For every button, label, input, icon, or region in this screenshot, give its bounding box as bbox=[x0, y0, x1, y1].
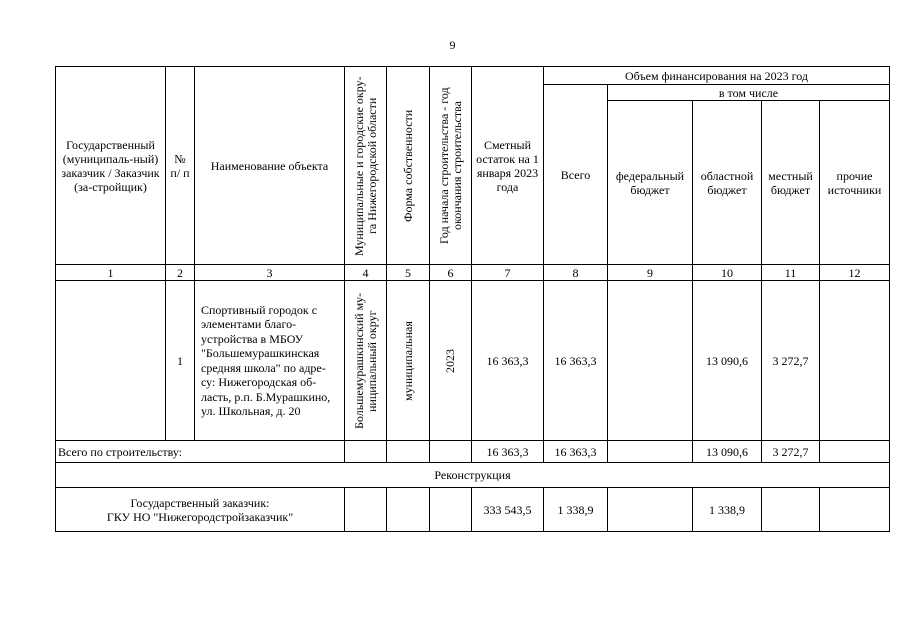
header-municipal-cell bbox=[345, 67, 387, 265]
header-including: в том числе bbox=[608, 85, 890, 101]
header-ownership: Форма собственности bbox=[400, 109, 415, 222]
header-ownership-cell bbox=[387, 67, 430, 265]
total-estimate: 16 363,3 bbox=[472, 441, 544, 463]
total-row bbox=[56, 441, 890, 463]
header-years-cell bbox=[430, 67, 472, 265]
header-total: Всего bbox=[544, 85, 608, 265]
row-regional: 13 090,6 bbox=[693, 281, 762, 441]
financing-table bbox=[55, 66, 890, 532]
recon-ownership bbox=[387, 488, 430, 532]
column-number: 9 bbox=[608, 265, 693, 281]
section-row bbox=[56, 463, 890, 488]
row-other bbox=[820, 281, 890, 441]
header-financing: Объем финансирования на 2023 год bbox=[544, 67, 890, 85]
column-number: 6 bbox=[430, 265, 472, 281]
header-object-name: Наименование объекта bbox=[195, 67, 345, 265]
row-total: 16 363,3 bbox=[544, 281, 608, 441]
header-local: местный бюджет bbox=[762, 101, 820, 265]
section-title: Реконструкция bbox=[56, 463, 890, 488]
recon-other bbox=[820, 488, 890, 532]
column-number: 4 bbox=[345, 265, 387, 281]
table-row bbox=[56, 281, 890, 441]
total-years bbox=[430, 441, 472, 463]
row-ownership: муниципальная bbox=[400, 320, 415, 401]
row-federal bbox=[608, 281, 693, 441]
page-number: 9 bbox=[449, 38, 456, 52]
row-ownership-cell bbox=[387, 281, 430, 441]
row-municipal-cell bbox=[345, 281, 387, 441]
row-object-name: Спортивный городок с элементами благо-устройства в МБОУ "Большемурашкинская средняя школа" по адре-су: Нижегородская об-ласть, р.п. Б.Мурашкино, ул. Школьная, д. 20 bbox=[195, 281, 345, 441]
row-local: 3 272,7 bbox=[762, 281, 820, 441]
column-number: 3 bbox=[195, 265, 345, 281]
header-regional: областной бюджет bbox=[693, 101, 762, 265]
column-numbers-row bbox=[56, 265, 890, 281]
total-ownership bbox=[387, 441, 430, 463]
header-estimate: Сметный остаток на 1 января 2023 года bbox=[472, 67, 544, 265]
recon-customer-line1: Государственный заказчик: bbox=[130, 495, 270, 510]
column-number: 11 bbox=[762, 265, 820, 281]
column-number: 12 bbox=[820, 265, 890, 281]
column-number: 7 bbox=[472, 265, 544, 281]
total-other bbox=[820, 441, 890, 463]
total-label: Всего по строительству: bbox=[56, 441, 345, 463]
recon-total: 1 338,9 bbox=[544, 488, 608, 532]
header-customer: Государственный (муниципаль-ный) заказчик / Заказчик (за-стройщик) bbox=[56, 67, 166, 265]
total-municipal bbox=[345, 441, 387, 463]
recon-estimate: 333 543,5 bbox=[472, 488, 544, 532]
row-customer bbox=[56, 281, 166, 441]
recon-customer-line2: ГКУ НО "Нижегородстройзаказчик" bbox=[106, 509, 294, 524]
row-municipal: Большемурашкинский му-ниципальный округ bbox=[351, 292, 379, 429]
total-local: 3 272,7 bbox=[762, 441, 820, 463]
header-other: прочие источники bbox=[820, 101, 890, 265]
column-number: 10 bbox=[693, 265, 762, 281]
total-total: 16 363,3 bbox=[544, 441, 608, 463]
recon-municipal bbox=[345, 488, 387, 532]
row-number: 1 bbox=[166, 281, 195, 441]
total-federal bbox=[608, 441, 693, 463]
header-federal: федеральный бюджет bbox=[608, 101, 693, 265]
column-number: 5 bbox=[387, 265, 430, 281]
recon-row bbox=[56, 488, 890, 532]
recon-regional: 1 338,9 bbox=[693, 488, 762, 532]
recon-local bbox=[762, 488, 820, 532]
recon-federal bbox=[608, 488, 693, 532]
header-years: Год начала строительства - год окончания строительства bbox=[436, 87, 464, 244]
header-municipal: Муниципальные и городские окру-га Нижегородской области bbox=[351, 75, 379, 256]
recon-customer bbox=[56, 488, 345, 532]
column-number: 2 bbox=[166, 265, 195, 281]
row-years: 2023 bbox=[443, 348, 457, 373]
row-years-cell bbox=[430, 281, 472, 441]
header-number: № п/ п bbox=[166, 67, 195, 265]
total-regional: 13 090,6 bbox=[693, 441, 762, 463]
recon-years bbox=[430, 488, 472, 532]
column-number: 8 bbox=[544, 265, 608, 281]
row-estimate: 16 363,3 bbox=[472, 281, 544, 441]
column-number: 1 bbox=[56, 265, 166, 281]
